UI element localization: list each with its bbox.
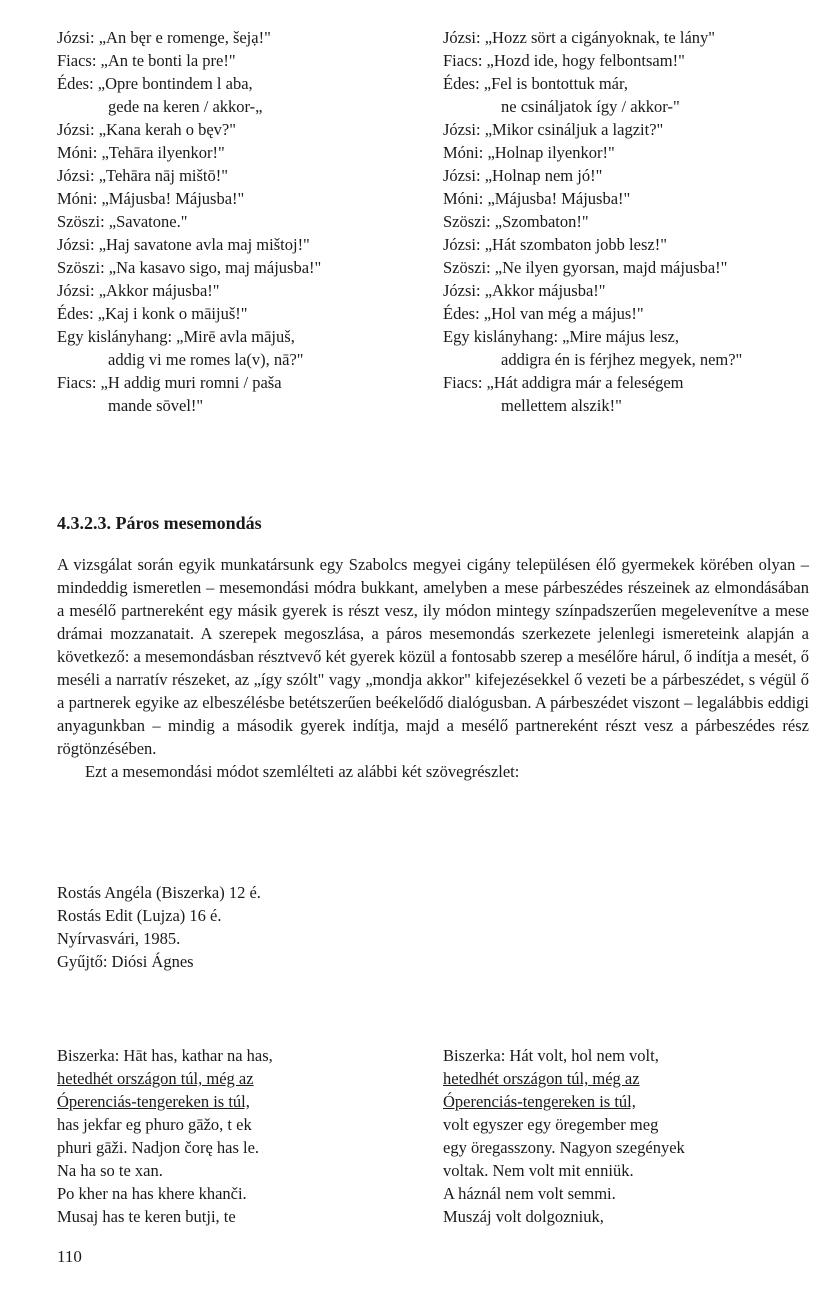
paragraph: Ezt a mesemondási módot szemlélteti az alábbi két szövegrészlet: (85, 762, 520, 781)
dialogue-line: Szöszi: „Szombaton!" (443, 212, 589, 231)
tale-line: Muszáj volt dolgozniuk, (443, 1207, 604, 1226)
dialogue-line: Fiacs: „Hozd ide, hogy felbontsam!" (443, 51, 685, 70)
tale-line: Óperenciás-tengereken is túl, (57, 1092, 250, 1111)
dialogue-line: Józsi: „Akkor májusba!" (443, 281, 606, 300)
dialogue-line: Móni: „Májusba! Májusba!" (443, 189, 631, 208)
dialogue-line: Édes: „Hol van még a május!" (443, 304, 644, 323)
dialogue-line: Fiacs: „An te bonti la pre!" (57, 51, 236, 70)
tale-line: hetedhét országon túl, még az (443, 1069, 640, 1088)
source-line: Nyírvasvári, 1985. (57, 929, 181, 948)
dialogue-right-column (443, 26, 823, 417)
dialogue-line: Móni: „Holnap ilyenkor!" (443, 143, 615, 162)
dialogue-line: Józsi: „Hozz sört a cigányoknak, te lány" (443, 28, 716, 47)
dialogue-line: Szöszi: „Na kasavo sigo, maj májusba!" (57, 258, 322, 277)
dialogue-line: Józsi: „Holnap nem jó!" (443, 166, 603, 185)
body-text (57, 553, 809, 783)
tale-line: hetedhét országon túl, még az (57, 1069, 254, 1088)
tale-line: Po kher na has khere khanči. (57, 1184, 247, 1203)
tale-hungarian-column (443, 1044, 685, 1228)
dialogue-line: mellettem alszik!" (501, 396, 622, 415)
dialogue-line: addigra én is férjhez megyek, nem?" (501, 350, 743, 369)
dialogue-line: addig vi me romes la(v), nā?" (108, 350, 304, 369)
dialogue-line: Szöszi: „Ne ilyen gyorsan, majd májusba!" (443, 258, 728, 277)
tale-line: egy öregasszony. Nagyon szegények (443, 1138, 685, 1157)
dialogue-line: Józsi: „Mikor csináljuk a lagzit?" (443, 120, 664, 139)
paragraph: A vizsgálat során egyik munkatársunk egy Szabolcs megyei cigány településen élő gyermekek körében olyan – mindeddig ismeretlen – mesemondási módra bukkant, amelyben a mese párbeszédes részeinek az elmondásában a mesélő partnereként egy másik gyerek is részt vesz, ily módon mintegy színpadszerűen megelevenítve a mese drámai mozzanatait. A szerepek megoszlása, a páros mesemondás szerkezete jelenlegi ismereteink alapján a következő: a mesemondásban résztvevő két gyerek közül a fontosabb szerep a mesélőre hárul, ő indítja a mesét, ő meséli a narratív részeket, az „így szólt" vagy „mondja akkor" kifejezésekkel ő vezeti be a párbeszédet, s végül ő a partnerek egyike az elbeszélésbe betétszerűen beékelődő dialógusban. A párbeszédet viszont – legalábbis eddigi anyagunkban – mindig a második gyerek indítja, majd a mesélő partnereként részt vesz a párbeszédes rész rögtönzésében. (57, 555, 809, 758)
dialogue-line: Fiacs: „H addig muri romni / paša (57, 373, 282, 392)
dialogue-line: Fiacs: „Hát addigra már a feleségem (443, 373, 684, 392)
dialogue-line: Józsi: „Hát szombaton jobb lesz!" (443, 235, 667, 254)
tale-line: Na ha so te xan. (57, 1161, 163, 1180)
dialogue-line: Józsi: „Kana kerah o bęv?" (57, 120, 236, 139)
dialogue-line: Édes: „Kaj i konk o māijuš!" (57, 304, 248, 323)
dialogue-line: Móni: „Tehāra ilyenkor!" (57, 143, 225, 162)
source-info (57, 881, 261, 973)
tale-line: phuri gāži. Nadjon čorę has le. (57, 1138, 260, 1157)
tale-line: Biszerka: Hát volt, hol nem volt, (443, 1046, 659, 1065)
source-line: Rostás Angéla (Biszerka) 12 é. (57, 883, 261, 902)
dialogue-line: Móni: „Májusba! Májusba!" (57, 189, 245, 208)
section-heading: 4.3.2.3. Páros mesemondás (57, 513, 262, 533)
dialogue-line: mande sōvel!" (108, 396, 204, 415)
dialogue-line: Józsi: „Haj savatone avla maj mištoj!" (57, 235, 310, 254)
source-line: Rostás Edit (Lujza) 16 é. (57, 906, 222, 925)
source-line: Gyűjtő: Diósi Ágnes (57, 952, 194, 971)
dialogue-left-column (57, 26, 427, 417)
tale-line: has jekfar eg phuro gāžo, t ek (57, 1115, 252, 1134)
tale-line: A háznál nem volt semmi. (443, 1184, 616, 1203)
tale-line: Óperenciás-tengereken is túl, (443, 1092, 636, 1111)
dialogue-line: Édes: „Opre bontindem l aba, (57, 74, 253, 93)
dialogue-line: Józsi: „Akkor májusba!" (57, 281, 220, 300)
page-number: 110 (57, 1247, 82, 1266)
tale-romani-column (57, 1044, 273, 1228)
dialogue-line: Egy kislányhang: „Mire május lesz, (443, 327, 679, 346)
dialogue-line: ne csináljatok így / akkor-" (501, 97, 680, 116)
dialogue-line: Józsi: „An bęr e romenge, šejạ!" (57, 28, 271, 47)
dialogue-line: Egy kislányhang: „Mirē avla mājuš, (57, 327, 295, 346)
tale-line: volt egyszer egy öregember meg (443, 1115, 659, 1134)
dialogue-line: Édes: „Fel is bontottuk már, (443, 74, 628, 93)
tale-line: Musaj has te keren butji, te (57, 1207, 236, 1226)
dialogue-line: gede na keren / akkor-„ (108, 97, 263, 116)
tale-line: voltak. Nem volt mit enniük. (443, 1161, 634, 1180)
dialogue-line: Szöszi: „Savatone." (57, 212, 188, 231)
tale-line: Biszerka: Hāt has, kathar na has, (57, 1046, 273, 1065)
dialogue-line: Józsi: „Tehāra nāj mištō!" (57, 166, 228, 185)
